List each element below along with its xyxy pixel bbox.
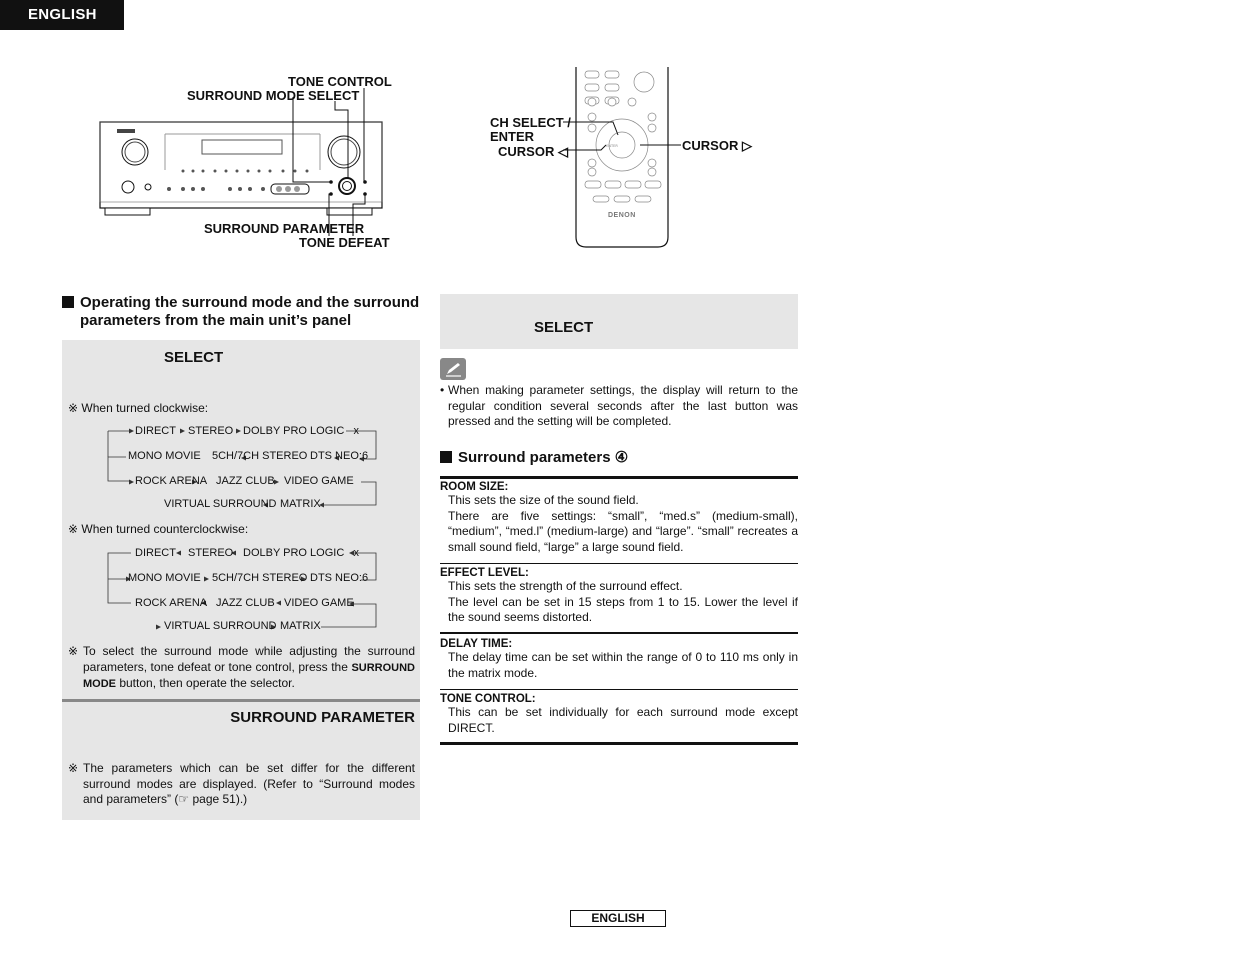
param-label: EFFECT LEVEL: xyxy=(440,567,529,579)
main-panel-heading xyxy=(62,294,427,330)
cw-rock-arena: ROCK ARENA xyxy=(135,475,208,487)
param-text: The level can be set in 15 steps from 1 to 15. Lower the level if the sound seems distorted. xyxy=(448,594,798,624)
reference-mark: ※ xyxy=(68,644,79,658)
cursor-right-callout: CURSOR ▷ xyxy=(682,138,752,153)
param-label: ROOM SIZE: xyxy=(440,481,509,493)
counterclockwise-note xyxy=(68,522,248,538)
reference-mark: ※ xyxy=(68,761,79,775)
cw-stereo: STEREO xyxy=(188,425,234,437)
param-divider xyxy=(440,563,798,564)
remote-figure xyxy=(488,62,758,254)
clockwise-note xyxy=(68,401,208,417)
tone-defeat-callout: TONE DEFEAT xyxy=(299,235,390,250)
counterclockwise-flow-lines xyxy=(106,547,378,631)
counterclockwise-flow xyxy=(106,547,378,631)
surround-mode-emphasis: SURROUND MODE xyxy=(83,661,415,690)
heading-line1: Operating the surround mode and the surround xyxy=(80,294,420,311)
param-text: This sets the size of the sound field. xyxy=(448,493,639,507)
ccw-matrix: MATRIX xyxy=(280,620,321,632)
cw-dolby-pro-logic: DOLBY PRO LOGIC x xyxy=(243,425,359,437)
param-text: There are five settings: “small”, “med.s” (medium-small), “medium”, “med.l” (medium-large) and “large”. “small” recreates a small sound field, “large” a large sound field. xyxy=(448,508,798,554)
ccw-jazz-club: JAZZ CLUB xyxy=(216,597,275,609)
receiver-figure xyxy=(95,70,395,250)
param-delay-time xyxy=(440,638,798,681)
param-divider xyxy=(440,632,798,634)
pencil-icon xyxy=(440,358,466,380)
ccw-direct: DIRECT xyxy=(135,547,176,559)
right-select-title: SELECT xyxy=(534,319,594,336)
tip-note-text: When making parameter settings, the display will return to the regular condition several seconds after the last button was pressed and the setting will be completed. xyxy=(448,383,798,428)
tone-control-callout: TONE CONTROL xyxy=(288,74,392,89)
select-panel xyxy=(62,340,420,699)
svg-text:ENTER: ENTER xyxy=(606,144,618,148)
heading-bullet xyxy=(62,296,74,308)
clockwise-note-text: When turned clockwise: xyxy=(81,401,209,415)
heading-bullet xyxy=(440,451,452,463)
param-divider xyxy=(440,689,798,690)
cw-video-game: VIDEO GAME xyxy=(284,475,354,487)
ccw-dts-neo6: DTS NEO:6 xyxy=(310,572,369,584)
param-tone-control xyxy=(440,693,798,736)
cw-5ch-7ch-stereo: 5CH/7CH STEREO xyxy=(212,450,308,462)
clockwise-flow xyxy=(106,425,378,509)
param-room-size xyxy=(440,481,798,555)
adjust-note-text: To select the surround mode while adjusting the surround parameters, tone defeat or tone control, press the xyxy=(83,644,415,674)
tip-note xyxy=(440,383,798,430)
param-text: The delay time can be set within the range of 0 to 110 ms only in the matrix mode. xyxy=(448,650,798,680)
right-select-panel xyxy=(440,294,798,349)
params-bottom-rule xyxy=(440,742,798,745)
param-text: This can be set individually for each surround mode except DIRECT. xyxy=(448,705,798,735)
remote-brand: DENON xyxy=(608,212,636,219)
ccw-stereo: STEREO xyxy=(188,547,234,559)
enter-callout: ENTER xyxy=(490,129,535,144)
surround-parameter-note-text: The parameters which can be set differ for the different surround modes are displayed. (Refer to “Surround modes and parameters” (☞ page 51).) xyxy=(83,761,415,806)
param-text: This sets the strength of the surround effect. xyxy=(448,579,683,593)
clockwise-flow-lines xyxy=(106,425,378,509)
select-panel-title: SELECT xyxy=(164,349,224,366)
surround-parameter-note xyxy=(68,761,415,808)
ccw-rock-arena: ROCK ARENA xyxy=(135,597,208,609)
reference-mark: ※ xyxy=(68,522,79,536)
surround-parameters-heading-text: Surround parameters ④ xyxy=(458,449,629,466)
cw-direct: DIRECT xyxy=(135,425,176,437)
cursor-left-callout: CURSOR ◁ xyxy=(498,144,568,159)
ccw-mono-movie: MONO MOVIE xyxy=(128,572,201,584)
param-effect-level xyxy=(440,567,798,626)
surround-parameter-callout: SURROUND PARAMETER xyxy=(204,221,365,236)
bullet: • xyxy=(440,383,445,397)
surround-parameter-title: SURROUND PARAMETER xyxy=(230,709,415,726)
cw-matrix: MATRIX xyxy=(280,498,321,510)
surround-parameters-heading xyxy=(440,449,628,467)
ccw-virtual-surround: VIRTUAL SURROUND xyxy=(164,620,277,632)
adjust-note-body xyxy=(83,644,415,693)
ccw-dolby-pro-logic: DOLBY PRO LOGIC x xyxy=(243,547,359,559)
cw-virtual-surround: VIRTUAL SURROUND xyxy=(164,498,277,510)
surround-mode-callout: SURROUND MODE xyxy=(187,88,305,103)
ccw-5ch-7ch-stereo: 5CH/7CH STEREO xyxy=(212,572,308,584)
footer-language-tag: ENGLISH xyxy=(570,910,666,927)
params-top-rule xyxy=(440,476,798,479)
ccw-video-game: VIDEO GAME xyxy=(284,597,354,609)
cw-dts-neo6: DTS NEO:6 xyxy=(310,450,369,462)
select-callout: SELECT xyxy=(308,88,360,103)
adjust-note xyxy=(68,644,415,693)
reference-mark: ※ xyxy=(68,401,79,415)
cw-mono-movie: MONO MOVIE xyxy=(128,450,201,462)
param-label: DELAY TIME: xyxy=(440,638,513,650)
surround-parameter-panel xyxy=(62,702,420,820)
adjust-note-tail: button, then operate the selector. xyxy=(116,676,295,690)
param-label: TONE CONTROL: xyxy=(440,693,536,705)
language-tab: ENGLISH xyxy=(0,0,124,30)
counterclockwise-note-text: When turned counterclockwise: xyxy=(81,522,249,536)
cw-jazz-club: JAZZ CLUB xyxy=(216,475,275,487)
ch-select-callout: CH SELECT / xyxy=(490,115,571,130)
heading-line2: parameters from the main unit’s panel xyxy=(80,312,352,329)
